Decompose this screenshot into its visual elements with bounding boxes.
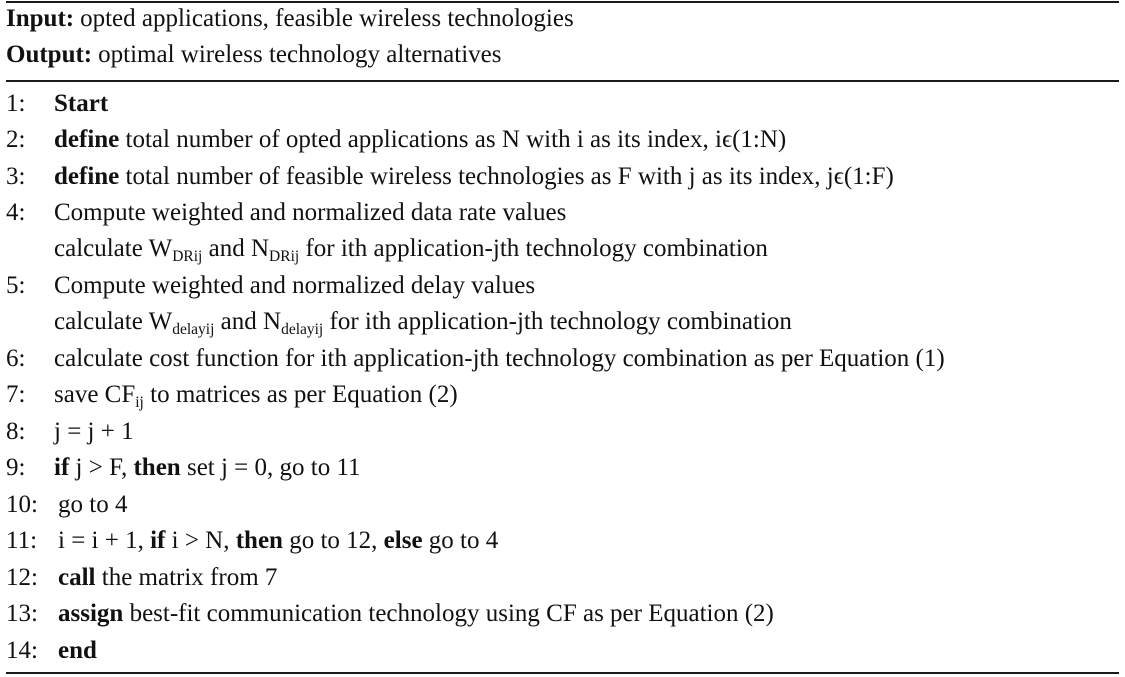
keyword: if — [150, 527, 166, 554]
line-number: 14: — [6, 637, 38, 664]
output-text: optimal wireless technology alternatives — [98, 41, 502, 68]
step-content — [54, 377, 458, 413]
step-content — [58, 523, 498, 559]
keyword: then — [235, 527, 283, 554]
keyword: if — [54, 454, 70, 481]
subscript: DRij — [172, 247, 203, 265]
keyword: else — [383, 527, 423, 554]
output-label: Output: — [6, 41, 93, 68]
step-text: j > F, — [69, 454, 134, 481]
step-text: best-fit communication technology using CF as per Equation (2) — [123, 600, 774, 627]
step-content — [54, 304, 792, 340]
step-text: and N — [214, 308, 282, 335]
keyword: define — [54, 126, 120, 153]
line-number: 5: — [6, 272, 26, 299]
step-text: total number of feasible wireless technologies as F with j as its index, jϵ(1:F) — [119, 163, 894, 190]
input-line — [6, 4, 574, 34]
line-number: 1: — [6, 90, 26, 117]
keyword: call — [58, 564, 96, 591]
keyword: assign — [58, 600, 124, 627]
header-rule — [6, 80, 1119, 82]
step-text: calculate W — [54, 308, 173, 335]
output-line — [6, 40, 502, 70]
step-text: go to 12, — [282, 527, 384, 554]
step-content — [58, 633, 97, 669]
step-content — [54, 159, 894, 195]
line-number: 3: — [6, 163, 26, 190]
step-text: for ith application-jth technology combination — [323, 308, 792, 335]
step-content — [54, 450, 361, 486]
line-number: 8: — [6, 418, 26, 445]
step-text: go to 4 — [422, 527, 499, 554]
step-text: for ith application-jth technology combination — [299, 235, 768, 262]
line-number: 7: — [6, 381, 26, 408]
step-content — [58, 560, 277, 596]
line-number: 9: — [6, 454, 26, 481]
line-number: 10: — [6, 491, 38, 518]
keyword: then — [133, 454, 181, 481]
step-text: the matrix from 7 — [95, 564, 278, 591]
step-text: to matrices as per Equation (2) — [143, 381, 458, 408]
step-content — [54, 122, 786, 158]
subscript: DRij — [269, 247, 300, 265]
step-text: Compute weighted and normalized data rate values — [54, 199, 567, 226]
step-text: calculate cost function for ith application-jth technology combination as per Equation (1) — [54, 345, 945, 372]
line-number: 12: — [6, 564, 38, 591]
step-content — [54, 231, 768, 267]
step-text: go to 4 — [58, 491, 128, 518]
step-text: i = i + 1, — [58, 527, 151, 554]
step-text: j = j + 1 — [54, 418, 134, 445]
bottom-rule — [6, 672, 1119, 674]
line-number: 6: — [6, 345, 26, 372]
line-number: 4: — [6, 199, 26, 226]
keyword: define — [54, 163, 120, 190]
input-text: opted applications, feasible wireless technologies — [80, 5, 574, 32]
subscript: delayij — [172, 320, 215, 338]
line-number: 13: — [6, 600, 38, 627]
line-number: 11: — [6, 527, 38, 554]
input-label: Input: — [6, 5, 75, 32]
step-text: calculate W — [54, 235, 173, 262]
subscript: ij — [135, 393, 144, 411]
step-text: save CF — [54, 381, 136, 408]
step-text: and N — [202, 235, 270, 262]
step-text: set j = 0, go to 11 — [180, 454, 361, 481]
step-content — [54, 86, 108, 122]
top-rule — [6, 1, 1119, 3]
step-content — [58, 596, 774, 632]
keyword: Start — [54, 90, 109, 117]
keyword: end — [58, 637, 97, 664]
step-text: Compute weighted and normalized delay values — [54, 272, 536, 299]
step-text: i > N, — [165, 527, 236, 554]
step-text: total number of opted applications as N with i as its index, iϵ(1:N) — [119, 126, 787, 153]
subscript: delayij — [281, 320, 324, 338]
line-number: 2: — [6, 126, 26, 153]
algorithm-block — [6, 0, 1119, 677]
